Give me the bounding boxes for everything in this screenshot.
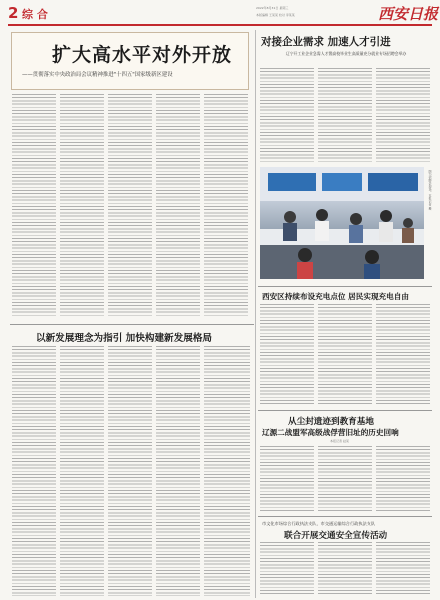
- right-bottom-body-col-1: [260, 542, 314, 596]
- right-top-subheadline: 辽宁开工业企业急需人才暨高校毕业生高质量充分就业专场招聘会举办: [285, 51, 407, 56]
- right-lower-body-col-1: [260, 446, 314, 512]
- left-bottom-body-col-4: [156, 346, 200, 596]
- main-subheadline: ——贯彻落实中央政治局会议精神推进"十四五"国家级新区建设: [22, 72, 173, 78]
- right-middle-article: [258, 288, 434, 408]
- main-body-col-2: [60, 94, 104, 316]
- photo-illustration: [260, 167, 424, 279]
- column-divider-bottom: [255, 286, 256, 598]
- left-bottom-body-col-1: [12, 346, 56, 596]
- right-lower-article: [258, 412, 434, 514]
- right-middle-headline: 西安区持续布设充电点位 居民实现充电自由: [262, 292, 409, 301]
- left-bottom-article: [8, 326, 254, 598]
- right-lower-headline-line-1: 从尘封遗迹到教育基地: [288, 417, 374, 427]
- header-rule: [8, 24, 432, 26]
- right-bottom-body-col-3: [376, 542, 430, 596]
- section-label: 综 合: [22, 8, 48, 21]
- page-number: 2: [8, 4, 19, 22]
- main-body-col-3: [108, 94, 152, 316]
- right-top-headline: 对接企业需求 加速人才引进: [261, 36, 391, 48]
- masthead: [0, 0, 440, 28]
- right-top-article: [258, 30, 434, 285]
- divider-right-lower: [258, 410, 432, 411]
- left-bottom-body-col-2: [60, 346, 104, 596]
- right-lower-byline: 本报记者 赵某: [330, 439, 349, 443]
- right-bottom-headline: 联合开展交通安全宣传活动: [284, 531, 388, 541]
- right-top-body-col-3: [376, 68, 430, 164]
- main-body-col-4: [156, 94, 200, 316]
- left-bottom-headline: 以新发展理念为指引 加快构建新发展格局: [36, 333, 213, 344]
- right-lower-headline-line-2: 辽源二战盟军高级战俘营旧址的历史回响: [262, 428, 399, 437]
- divider-right-bottom: [258, 516, 432, 517]
- right-bottom-kicker: 市文化市场综合行政执法支队、市交通运输综合行政执法支队: [262, 521, 376, 526]
- right-middle-body-col-2: [318, 304, 372, 404]
- right-middle-body-col-1: [260, 304, 314, 404]
- main-body-col-5: [204, 94, 248, 316]
- left-bottom-body-col-3: [108, 346, 152, 596]
- right-lower-body-col-2: [318, 446, 372, 512]
- right-bottom-body-col-2: [318, 542, 372, 596]
- right-bottom-article: [258, 518, 434, 598]
- main-headline: 扩大高水平对外开放: [52, 44, 233, 66]
- job-fair-photo: [260, 167, 424, 279]
- divider-right-middle: [258, 286, 432, 287]
- left-bottom-body-col-5: [204, 346, 250, 596]
- column-divider-main: [255, 30, 256, 325]
- right-top-body-col-2: [318, 68, 372, 164]
- main-body-col-1: [12, 94, 56, 316]
- date-line: 2022年8月31日 星期三: [256, 6, 289, 10]
- newspaper-logo: 西安日报: [378, 5, 439, 23]
- photo-caption: 图为招聘会现场。本报记者 摄: [428, 170, 432, 210]
- main-article: [8, 30, 252, 320]
- divider-left-bottom: [10, 324, 254, 325]
- editor-line: 本版编辑 王某某 校对 李某某: [256, 13, 295, 17]
- right-middle-body-col-3: [376, 304, 430, 404]
- right-lower-body-col-3: [376, 446, 430, 512]
- right-top-body-col-1: [260, 68, 314, 164]
